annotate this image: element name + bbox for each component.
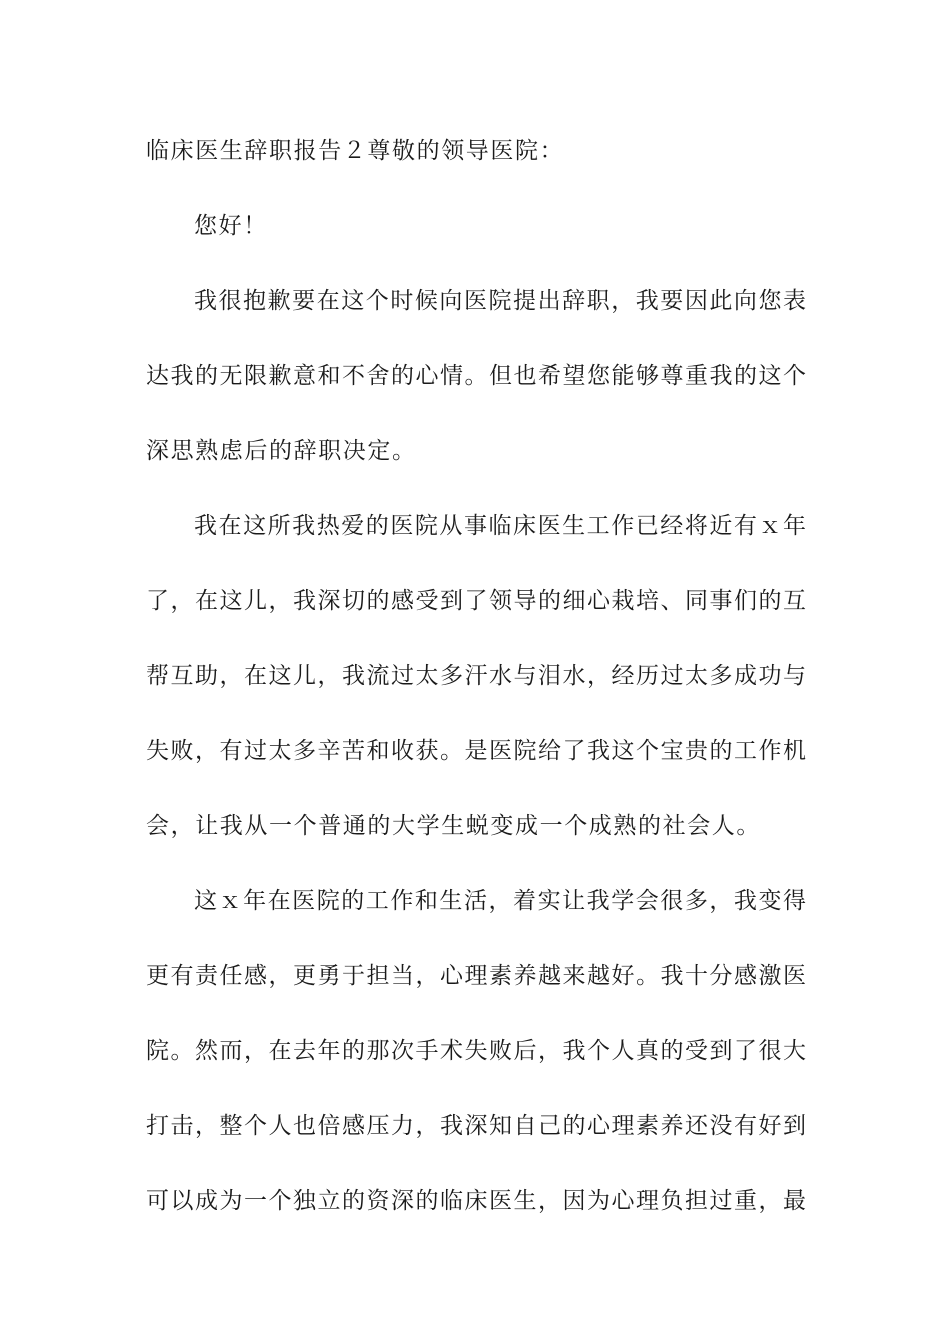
paragraph-3-line-3: 院。然而，在去年的那次手术失败后，我个人真的受到了很大 [146,1038,806,1064]
paragraph-2-line-2: 了，在这儿，我深切的感受到了领导的细心栽培、同事们的互 [146,588,806,614]
greeting-line: 您好！ [194,213,268,239]
paragraph-2-line-5: 会，让我从一个普通的大学生蜕变成一个成熟的社会人。 [146,813,761,839]
paragraph-2-line-1: 我在这所我热爱的医院从事临床医生工作已经将近有ｘ年 [194,513,806,539]
paragraph-1-line-1: 我很抱歉要在这个时候向医院提出辞职，我要因此向您表 [194,288,806,314]
paragraph-3-line-1: 这ｘ年在医院的工作和生活，着实让我学会很多，我变得 [194,888,806,914]
paragraph-1-line-2: 达我的无限歉意和不舍的心情。但也希望您能够尊重我的这个 [146,363,806,389]
paragraph-3-line-5: 可以成为一个独立的资深的临床医生，因为心理负担过重，最 [146,1188,806,1214]
paragraph-3-line-4: 打击，整个人也倍感压力，我深知自己的心理素养还没有好到 [146,1113,806,1139]
document-title-line: 临床医生辞职报告２尊敬的领导医院： [146,138,565,164]
paragraph-2-line-3: 帮互助，在这儿，我流过太多汗水与泪水，经历过太多成功与 [146,663,806,689]
paragraph-3-line-2: 更有责任感，更勇于担当，心理素养越来越好。我十分感激医 [146,963,806,989]
paragraph-2-line-4: 失败，有过太多辛苦和收获。是医院给了我这个宝贵的工作机 [146,738,806,764]
paragraph-1-line-3: 深思熟虑后的辞职决定。 [146,438,417,464]
